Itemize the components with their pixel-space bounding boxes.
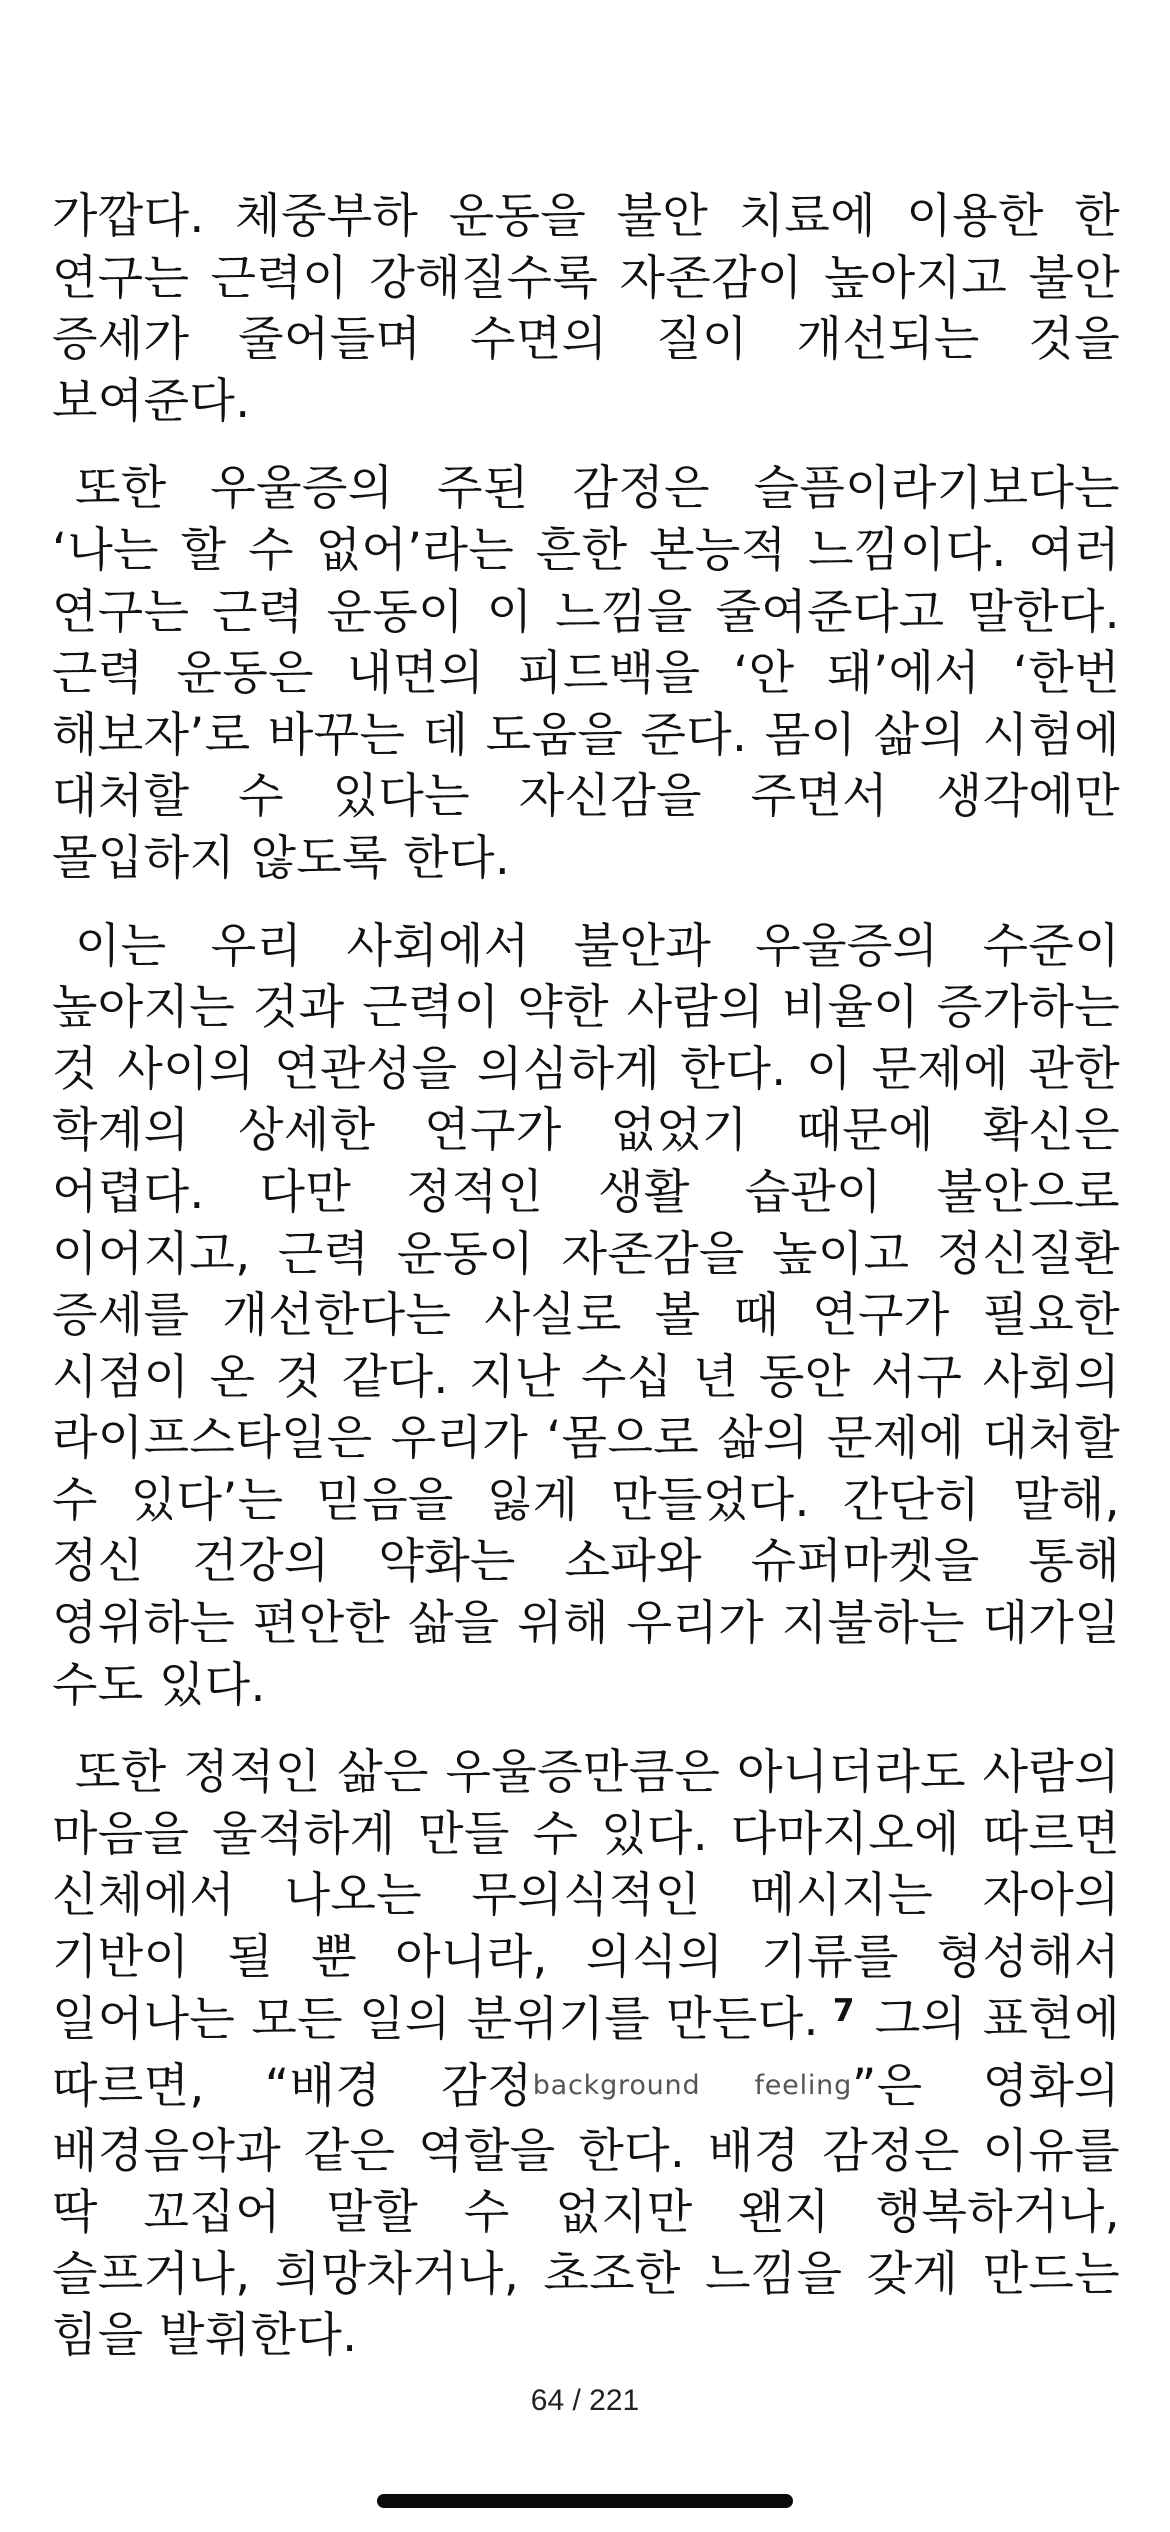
paragraph-2: 또한 우울증의 주된 감정은 슬픔이라기보다는 ‘나는 할 수 없어’라는 흔한 본능적 느낌이다. 여러 연구는 근력 운동이 이 느낌을 줄여준다고 말한다. 근력 운동은 내면의 피드백을 ‘안 돼’에서 ‘한번 해보자’로 바꾸는 데 도움을 준다. 몸이 삶의 시험에 대처할 수 있다는 자신감을 주면서 생각에만 몰입하지 않도록 한다. [52, 461, 1120, 886]
paragraph-4-text-b: 그의 표현에 따르면, “배경 감정 [52, 1991, 1120, 2115]
paragraph-4 [52, 1742, 1120, 2367]
home-indicator[interactable] [377, 2494, 793, 2508]
page-indicator: 64 / 221 [530, 2384, 640, 2417]
gloss-annotation: background feeling [532, 2069, 853, 2101]
paragraph-1: 가깝다. 체중부하 운동을 불안 치료에 이용한 한 연구는 근력이 강해질수록 자존감이 높아지고 불안 증세가 줄어들며 수면의 질이 개선되는 것을 보여준다. [52, 189, 1120, 429]
paragraph-4-text-a: 또한 정적인 삶은 우울증만큼은 아니더라도 사람의 마음을 울적하게 만들 수 있다. 다마지오에 따르면 신체에서 나오는 무의식적인 메시지는 자아의 기반이 될 뿐 아니라, 의식의 기류를 형성해서 일어나는 모든 일의 분위기를 만든다. [52, 1745, 1120, 2047]
reader-page-content [52, 186, 1120, 2393]
paragraph-4-text-c: ”은 영화의 배경음악과 같은 역할을 한다. 배경 감정은 이유를 딱 꼬집어 말할 수 없지만 왠지 행복하거나, 슬프거나, 희망차거나, 초조한 느낌을 갖게 만드는 힘을 발휘한다. [52, 2059, 1120, 2364]
paragraph-3: 이는 우리 사회에서 불안과 우울증의 수준이 높아지는 것과 근력이 약한 사람의 비율이 증가하는 것 사이의 연관성을 의심하게 한다. 이 문제에 관한 학계의 상세한 연구가 없었기 때문에 확신은 어렵다. 다만 정적인 생활 습관이 불안으로 이어지고, 근력 운동이 자존감을 높이고 정신질환 증세를 개선한다는 사실로 볼 때 연구가 필요한 시점이 온 것 같다. 지난 수십 년 동안 서구 사회의 라이프스타일은 우리가 ‘몸으로 삶의 문제에 대처할 수 있다’는 믿음을 잃게 만들었다. 간단히 말해, 정신 건강의 약화는 소파와 슈퍼마켓을 통해 영위하는 편안한 삶을 위해 우리가 지불하는 대가일 수도 있다. [52, 918, 1120, 1713]
footnote-marker[interactable]: 7 [832, 1992, 855, 2029]
